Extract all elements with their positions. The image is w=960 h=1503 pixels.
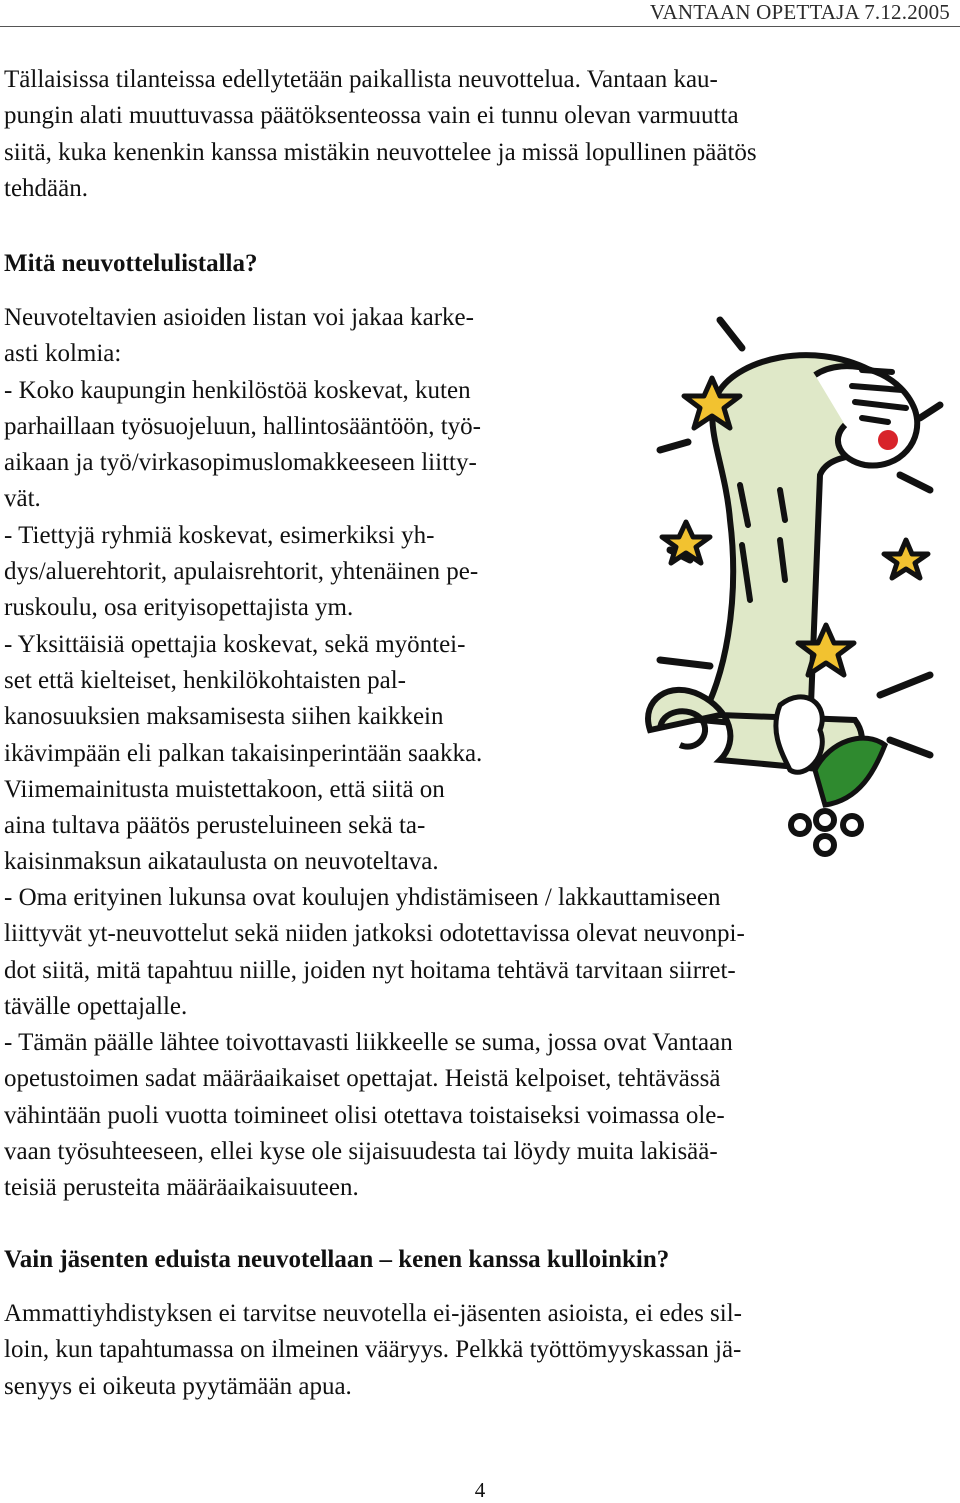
intro-paragraph	[4, 62, 952, 207]
full-line: dot siitä, mitä tapahtuu niille, joiden nyt hoitama tehtävä tarvitaan siirret-	[4, 956, 736, 984]
list-line: - Yksittäisiä opettajia koskevat, sekä myöntei-	[4, 630, 466, 658]
text-line-icon	[862, 370, 892, 372]
red-swirl-icon	[878, 430, 898, 450]
scroll-illustration	[630, 300, 960, 870]
text-line-icon	[852, 386, 902, 390]
berry-icon	[843, 816, 861, 834]
berry-icon	[791, 816, 809, 834]
final-line: loin, kun tapahtumassa on ilmeinen vääryys. Pelkkä työttömyyskassan jä-	[4, 1336, 742, 1364]
full-line: - Oma erityinen lukunsa ovat koulujen yhdistämiseen / lakkauttamiseen	[4, 884, 721, 911]
list-line: kanosuuksien maksamisesta siihen kaikkein	[4, 703, 444, 731]
list-line: - Tiettyjä ryhmiä koskevat, esimerkiksi yh-	[4, 521, 435, 549]
intro-line: siitä, kuka kenenkin kanssa mistäkin neuvottelee ja missä lopullinen päätös	[4, 138, 757, 166]
full-line: teisiä perusteita määräaikaisuuteen.	[4, 1174, 359, 1202]
list-line: aina tultava päätös perusteluineen sekä ta-	[4, 812, 426, 840]
intro-line: Tällaisissa tilanteissa edellytetään paikallista neuvottelua. Vantaan kau-	[4, 66, 718, 93]
spark-line	[900, 475, 930, 490]
full-width-section	[4, 880, 952, 1207]
page-header: VANTAAN OPETTAJA 7.12.2005	[649, 0, 950, 24]
full-line: tävälle opettajalle.	[4, 992, 188, 1020]
list-line: ruskoulu, osa erityisopettajista ym.	[4, 594, 354, 622]
list-line: - Koko kaupungin henkilöstöä koskevat, kuten	[4, 376, 471, 404]
spark-line	[720, 320, 742, 348]
final-line: senyys ei oikeuta pyytämään apua.	[4, 1372, 352, 1400]
list-line: dys/aluerehtorit, apulaisrehtorit, yhtenäinen pe-	[4, 558, 479, 586]
full-line: - Tämän päälle lähtee toivottavasti liikkeelle se suma, jossa ovat Vantaan	[4, 1029, 733, 1057]
list-line: aikaan ja työ/virkasopimuslomakkeeseen liitty-	[4, 449, 477, 477]
spark-line	[890, 740, 930, 755]
full-line: vähintään puoli vuotta toimineet olisi otettava toistaiseksi voimassa ole-	[4, 1101, 725, 1129]
intro-line: pungin alati muuttuvassa päätöksenteossa vain ei tunnu olevan varmuutta	[4, 102, 739, 130]
list-line: set että kielteiset, henkilökohtaisten pal-	[4, 666, 406, 694]
list-line: asti kolmia:	[4, 340, 122, 368]
spark-line	[660, 660, 710, 666]
list-line: kaisinmaksun aikataulusta on neuvoteltava.	[4, 848, 439, 876]
spark-line	[660, 442, 688, 450]
final-paragraph	[4, 1296, 952, 1405]
page-number: 4	[474, 1478, 486, 1502]
header-rule	[0, 26, 960, 27]
list-line: parhaillaan työsuojeluun, hallintosääntöön, työ-	[4, 412, 481, 440]
intro-line: tehdään.	[4, 174, 88, 202]
list-section	[4, 300, 608, 881]
full-line: liittyvät yt-neuvottelut sekä niiden jatkoksi odotettavissa olevat neuvonpi-	[4, 920, 745, 948]
spark-line	[920, 405, 940, 418]
section-heading-agenda: Mitä neuvottelulistalla?	[4, 250, 258, 277]
full-line: opetustoimen sadat määräaikaiset opettajat. Heistä kelpoiset, tehtävässä	[4, 1065, 721, 1093]
text-line-icon	[862, 418, 888, 422]
section-heading-members: Vain jäsenten eduista neuvotellaan – kenen kanssa kulloinkin?	[4, 1246, 670, 1273]
final-line: Ammattiyhdistyksen ei tarvitse neuvotella ei-jäsenten asioista, ei edes sil-	[4, 1300, 743, 1327]
list-line: ikävimpään eli palkan takaisinperintään saakka.	[4, 739, 483, 767]
star-icon	[884, 540, 928, 578]
list-line: vät.	[4, 485, 41, 513]
berry-icon	[816, 836, 834, 854]
full-line: vaan työsuhteeseen, ellei kyse ole sijaisuudesta tai löydy muita lakisää-	[4, 1138, 718, 1166]
list-line: Viimemainitusta muistettakoon, että siitä on	[4, 775, 445, 803]
spark-line	[880, 675, 930, 695]
list-line: Neuvoteltavien asioiden listan voi jakaa karke-	[4, 304, 474, 331]
berry-icon	[816, 811, 834, 829]
